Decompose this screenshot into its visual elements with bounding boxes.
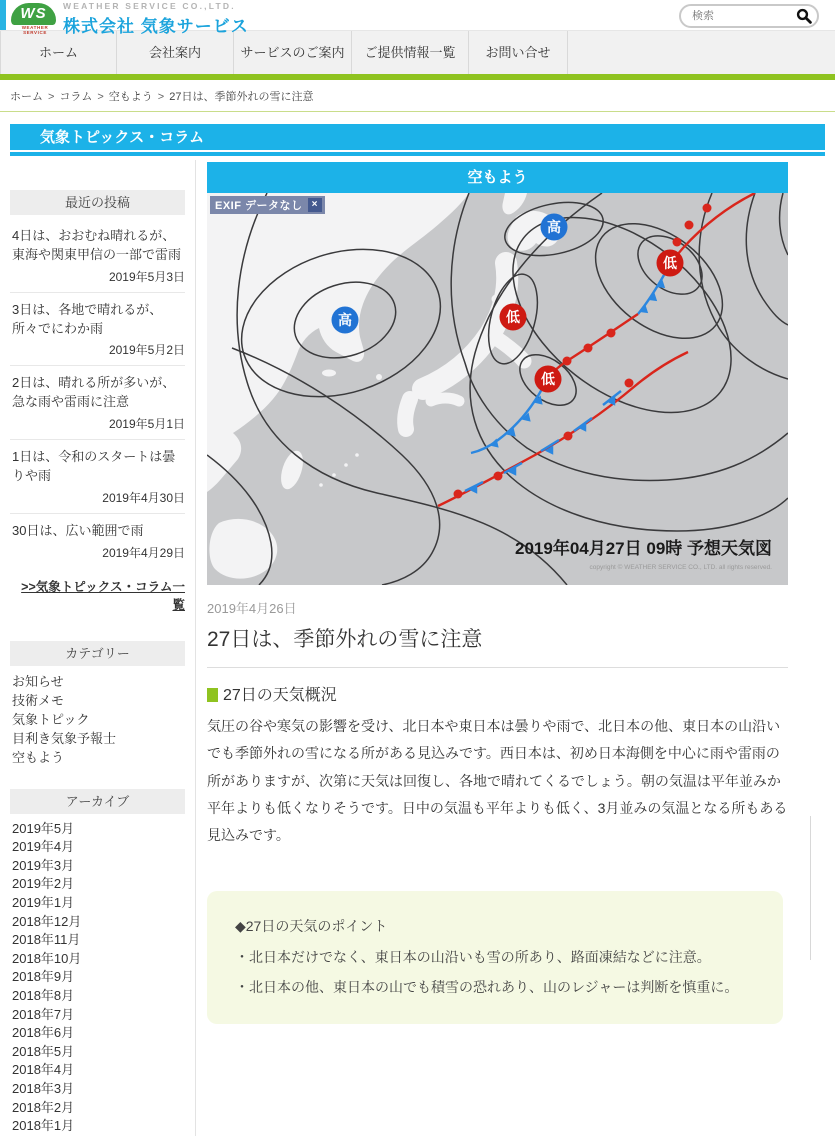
nav-item-services[interactable]: サービスのご案内 (234, 31, 352, 74)
company-logo[interactable]: WS (11, 3, 56, 25)
article-body: 気圧の谷や寒気の影響を受け、北日本や東日本は曇りや雨で、北日本の他、東日本の山沿いでも季節外れの雪になる所がある見込みです。西日本は、初め日本海側を中心に雨や雷雨の所がありますが、次第に天気は回復し、各地で晴れてくるでしょう。朝の気温は平年並みか平年よりも低くなりそうです。日中の気温も平年よりも低く、3月並みの気温となる所もある見込みです。 (207, 718, 788, 844)
points-item: ・北日本だけでなく、東日本の山沿いも雪の所あり、路面凍結などに注意。 (235, 948, 711, 965)
exif-badge-label: EXIF データなし (215, 200, 303, 212)
breadcrumb-current: 27日は、季節外れの雪に注意 (169, 91, 314, 103)
low-pressure-label: 低 (506, 309, 520, 325)
topics-banner (10, 124, 825, 156)
breadcrumb-separator: > (157, 91, 165, 103)
post-title[interactable]: 30日は、広い範囲で雨 (12, 522, 144, 538)
sidebar (10, 160, 196, 1136)
breadcrumb-column[interactable]: コラム (59, 91, 93, 103)
points-heading: ◆27日の天気のポイント (235, 918, 388, 935)
high-pressure-label: 高 (338, 312, 352, 328)
company-name-en: WEATHER SERVICE CO.,LTD. (63, 1, 236, 11)
category-item[interactable]: お知らせ (12, 673, 64, 689)
overview-heading (207, 682, 788, 705)
list-item[interactable] (10, 293, 185, 367)
weather-points-box (207, 891, 783, 1023)
topics-list-link[interactable]: >>気象トピックス・コラム一覧 (21, 579, 185, 612)
post-title[interactable]: 3日は、各地で晴れるが、所々でにわか雨 (12, 301, 163, 336)
post-date: 2019年4月30日 (102, 490, 185, 505)
breadcrumb (0, 80, 835, 112)
archive-item[interactable]: 2018年3月 (12, 1080, 75, 1096)
archive-item[interactable]: 2018年2月 (12, 1099, 75, 1115)
archive-list (10, 820, 185, 1136)
archive-item[interactable]: 2019年5月 (12, 820, 75, 836)
logo-accent-bar (0, 0, 6, 30)
logo-subtext: WEATHER SERVICE (21, 25, 49, 35)
search-icon[interactable] (796, 8, 812, 24)
archive-item[interactable]: 2018年4月 (12, 1062, 75, 1078)
nav-item-contact[interactable]: お問い合せ (469, 31, 568, 74)
site-header (0, 0, 835, 36)
categories-list (10, 672, 185, 767)
post-date: 2019年5月3日 (108, 269, 185, 284)
post-title[interactable]: 2日は、晴れる所が多いが、急な雨や雷雨に注意 (12, 375, 176, 410)
archive-item[interactable]: 2019年3月 (12, 857, 75, 873)
list-item[interactable] (10, 219, 185, 293)
archive-item[interactable]: 2018年1月 (12, 1118, 75, 1134)
list-item[interactable] (10, 514, 185, 568)
post-date: 2019年5月2日 (108, 343, 185, 358)
post-title[interactable]: 1日は、令和のスタートは曇りや雨 (12, 449, 176, 483)
archive-item[interactable]: 2019年2月 (12, 876, 75, 892)
archive-item[interactable]: 2018年9月 (12, 969, 75, 985)
page-edge-divider (810, 816, 811, 960)
article (207, 162, 788, 1136)
weather-map-image (207, 193, 788, 585)
brand-block (63, 1, 249, 37)
category-item[interactable]: 空もよう (12, 749, 65, 765)
overview-heading-text: 27日の天気概況 (223, 687, 337, 704)
high-pressure-label: 高 (547, 219, 561, 235)
archive-heading: アーカイブ (10, 789, 185, 814)
sky-column-header: 空もよう (207, 162, 788, 193)
archive-item[interactable]: 2018年10月 (12, 950, 82, 966)
map-caption: 2019年04月27日 09時 予想天気図 (515, 539, 772, 558)
breadcrumb-separator: > (97, 91, 104, 103)
recent-posts-heading: 最近の投稿 (10, 190, 185, 215)
low-pressure-label: 低 (663, 255, 677, 271)
breadcrumb-home[interactable]: ホーム (10, 91, 43, 103)
archive-item[interactable]: 2018年12月 (12, 913, 82, 929)
breadcrumb-separator: > (48, 91, 55, 103)
forecast-weather-map (207, 193, 788, 585)
archive-item[interactable]: 2019年4月 (12, 839, 75, 855)
low-pressure-label: 低 (541, 371, 555, 387)
map-copyright: copyright © WEATHER SERVICE CO., LTD. all rights reserved. (589, 564, 772, 571)
breadcrumb-sky[interactable]: 空もよう (108, 91, 153, 103)
archive-item[interactable]: 2018年11月 (12, 932, 81, 948)
category-item[interactable]: 気象トピック (12, 711, 90, 727)
title-divider (207, 667, 788, 668)
nav-item-home[interactable]: ホーム (0, 31, 117, 74)
post-date: 2019年5月1日 (108, 417, 185, 432)
green-square-icon (207, 688, 218, 702)
archive-item[interactable]: 2018年6月 (12, 1025, 75, 1041)
close-icon[interactable]: × (308, 198, 322, 212)
points-item: ・北日本の他、東日本の山でも積雪の恐れあり、山のレジャーは判断を慎重に。 (235, 978, 739, 995)
page-title: 27日は、季節外れの雪に注意 (207, 628, 483, 651)
archive-item[interactable]: 2019年1月 (12, 894, 75, 910)
company-name-jp: 株式会社 気象サービス (63, 17, 249, 36)
article-date: 2019年4月26日 (207, 601, 297, 616)
nav-item-info[interactable]: ご提供情報一覧 (352, 31, 469, 74)
list-item[interactable] (10, 366, 185, 440)
post-date: 2019年4月29日 (102, 545, 185, 560)
search-input[interactable] (681, 10, 796, 22)
archive-item[interactable]: 2018年7月 (12, 1006, 75, 1022)
post-title[interactable]: 4日は、おおむね晴れるが、東海や関東甲信の一部で雷雨 (12, 228, 182, 262)
category-item[interactable]: 目利き気象予報士 (12, 730, 117, 746)
archive-item[interactable]: 2018年5月 (12, 1043, 75, 1059)
list-item[interactable] (10, 440, 185, 514)
search-box (679, 4, 819, 28)
exif-badge (210, 196, 325, 214)
archive-item[interactable]: 2018年8月 (12, 987, 75, 1003)
categories-heading: カテゴリー (10, 641, 185, 666)
topics-banner-title: 気象トピックス・コラム (40, 129, 205, 146)
category-item[interactable]: 技術メモ (12, 692, 65, 708)
nav-item-company[interactable]: 会社案内 (117, 31, 234, 74)
